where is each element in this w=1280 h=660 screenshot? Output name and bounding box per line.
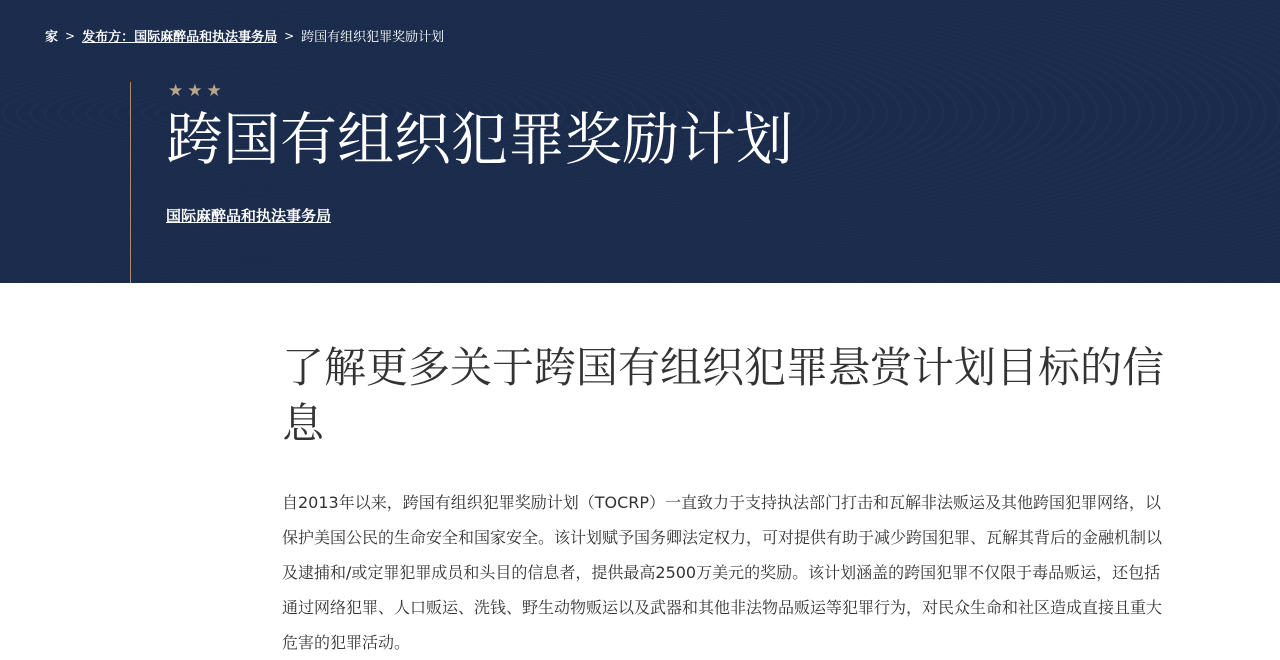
bureau-link[interactable]: 国际麻醉品和执法事务局 — [166, 207, 332, 225]
breadcrumb-separator: > — [65, 28, 76, 43]
section-heading: 了解更多关于跨国有组织犯罪悬赏计划目标的信息 — [282, 343, 1165, 448]
breadcrumb-separator: > — [284, 28, 295, 43]
page-title: 跨国有组织犯罪奖励计划 — [166, 107, 793, 173]
main-content — [282, 340, 1172, 660]
accent-divider — [130, 82, 131, 283]
breadcrumb-current: 跨国有组织犯罪奖励计划 — [301, 30, 445, 45]
hero-banner — [0, 0, 1280, 283]
stars-icon: ★★★ — [168, 81, 226, 101]
breadcrumb — [45, 26, 444, 45]
breadcrumb-publisher-link[interactable]: 发布方：国际麻醉品和执法事务局 — [82, 30, 278, 45]
intro-paragraph: 自2013年以来，跨国有组织犯罪奖励计划（TOCRP）一直致力于支持执法部门打击和瓦解非法贩运及其他跨国犯罪网络，以保护美国公民的生命安全和国家安全。该计划赋予国务卿法定权力，可对提供有助于减少跨国犯罪、瓦解其背后的金融机制以及逮捕和/或定罪犯罪成员和头目的信息者，提供最高2500万美元的奖励。该计划涵盖的跨国犯罪不仅限于毒品贩运，还包括通过网络犯罪、人口贩运、洗钱、野生动物贩运以及武器和其他非法物品贩运等犯罪行为，对民众生命和社区造成直接且重大危害的犯罪活动。 — [282, 493, 1163, 652]
breadcrumb-home-link[interactable]: 家 — [45, 30, 59, 45]
